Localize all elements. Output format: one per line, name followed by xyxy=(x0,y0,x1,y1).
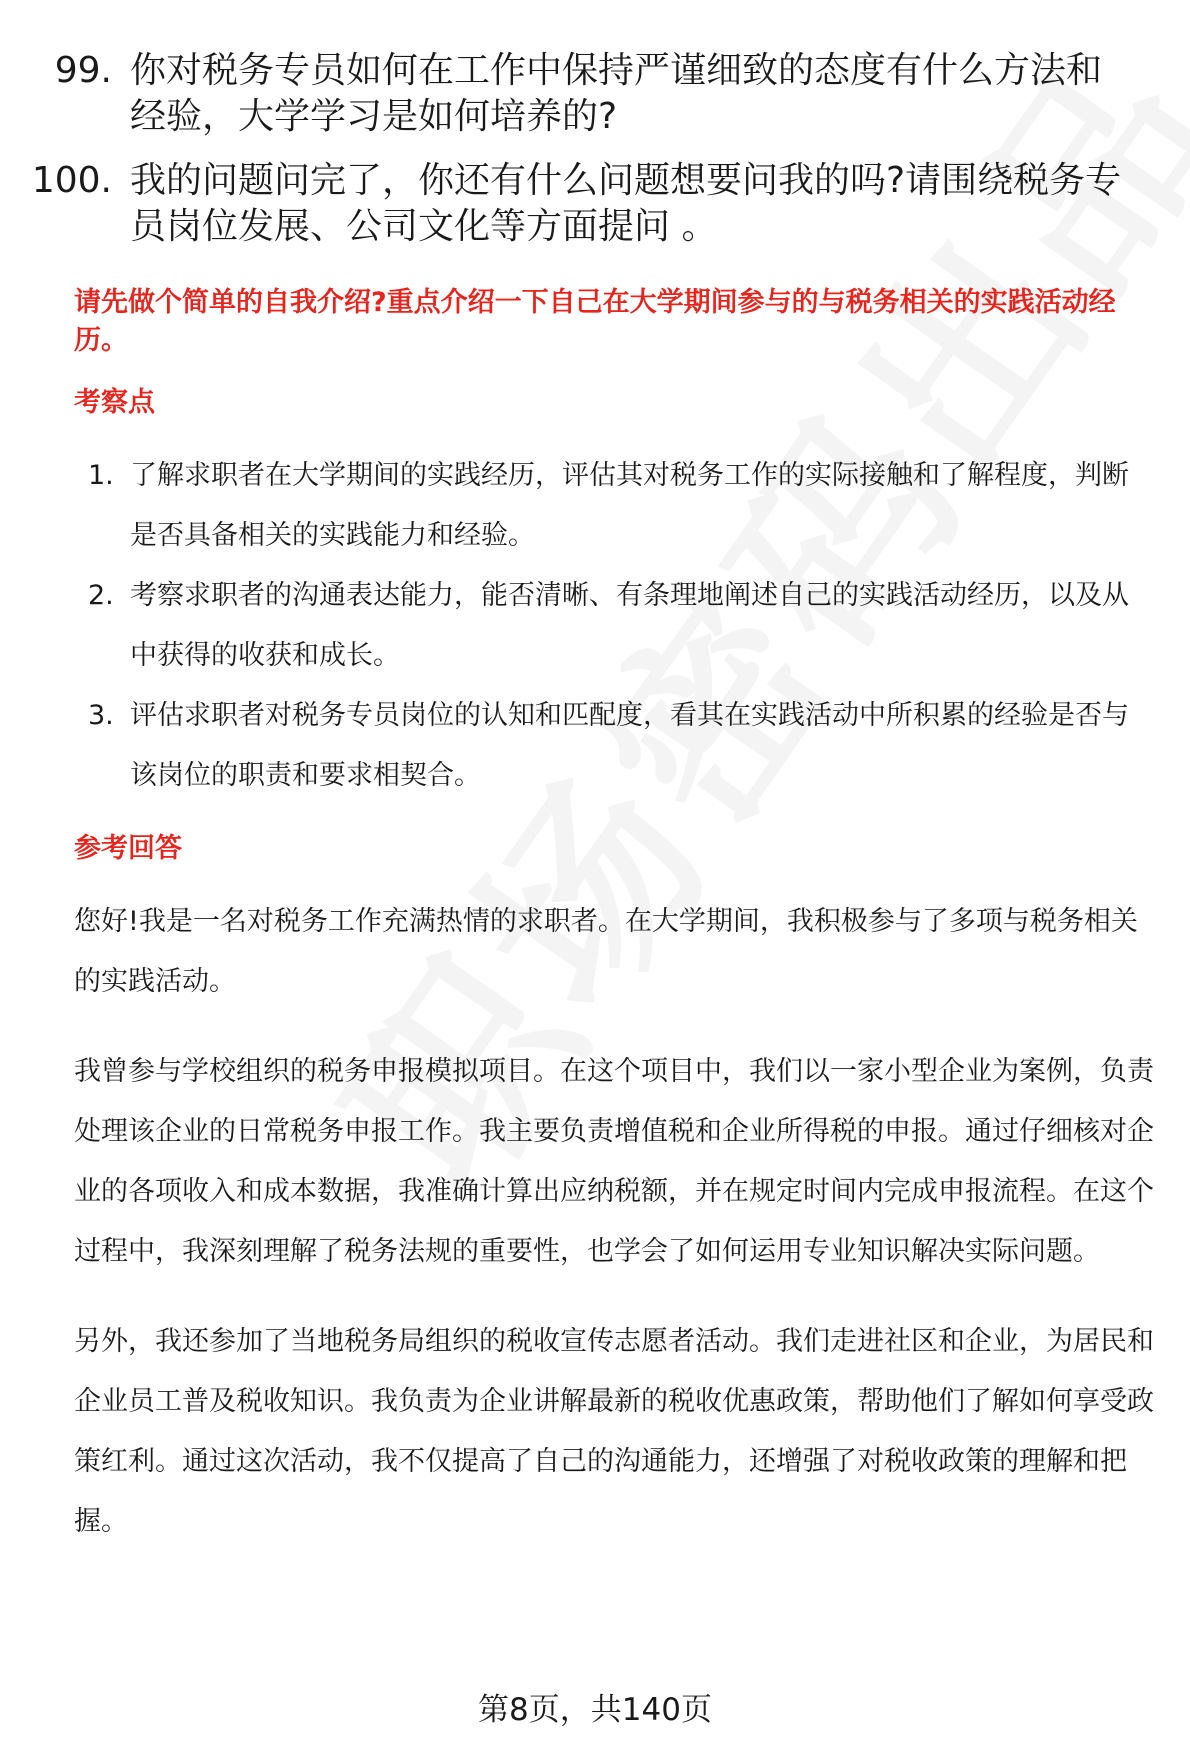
question-item xyxy=(0,48,1190,140)
question-number: 99. xyxy=(54,50,112,91)
answer-paragraph: 您好!我是一名对税务工作充满热情的求职者。在大学期间，我积极参与了多项与税务相关的实践活动。 xyxy=(74,906,1138,997)
kaocha-list xyxy=(74,446,1154,806)
point-number: 2. xyxy=(88,580,114,611)
question-text: 我的问题问完了，你还有什么问题想要问我的吗?请围绕税务专员岗位发展、公司文化等方面提问 。 xyxy=(130,160,1122,247)
question-list xyxy=(0,48,1190,268)
point-number: 3. xyxy=(88,700,114,731)
kaocha-point xyxy=(74,686,1154,806)
point-text: 了解求职者在大学期间的实践经历，评估其对税务工作的实际接触和了解程度，判断是否具备相关的实践能力和经验。 xyxy=(130,460,1129,551)
page-footer: 第8页，共140页 xyxy=(478,1692,712,1728)
answer-heading: 参考回答 xyxy=(74,833,182,864)
point-text: 评估求职者对税务专员岗位的认知和匹配度，看其在实践活动中所积累的经验是否与该岗位的职责和要求相契合。 xyxy=(130,700,1129,791)
question-text: 你对税务专员如何在工作中保持严谨细致的态度有什么方法和经验，大学学习是如何培养的? xyxy=(130,50,1103,137)
answer-paragraph: 另外，我还参加了当地税务局组织的税收宣传志愿者活动。我们走进社区和企业，为居民和企业员工普及税收知识。我负责为企业讲解最新的税收优惠政策，帮助他们了解如何享受政策红利。通过这次活动，我不仅提高了自己的沟通能力，还增强了对税收政策的理解和把握。 xyxy=(74,1326,1154,1537)
point-number: 1. xyxy=(88,460,114,491)
question-number: 100. xyxy=(31,160,112,201)
answer-paragraph: 我曾参与学校组织的税务申报模拟项目。在这个项目中，我们以一家小型企业为案例，负责处理该企业的日常税务申报工作。我主要负责增值税和企业所得税的申报。通过仔细核对企业的各项收入和成本数据，我准确计算出应纳税额，并在规定时间内完成申报流程。在这个过程中，我深刻理解了税务法规的重要性，也学会了如何运用专业知识解决实际问题。 xyxy=(74,1056,1154,1267)
kaocha-heading: 考察点 xyxy=(74,387,155,418)
point-text: 考察求职者的沟通表达能力，能否清晰、有条理地阐述自己的实践活动经历，以及从中获得的收获和成长。 xyxy=(130,580,1129,671)
main-content xyxy=(74,284,1154,1552)
main-question: 请先做个简单的自我介绍?重点介绍一下自己在大学期间参与的与税务相关的实践活动经历。 xyxy=(74,287,1116,356)
kaocha-point xyxy=(74,446,1154,566)
question-item xyxy=(0,158,1190,250)
kaocha-point xyxy=(74,566,1154,686)
